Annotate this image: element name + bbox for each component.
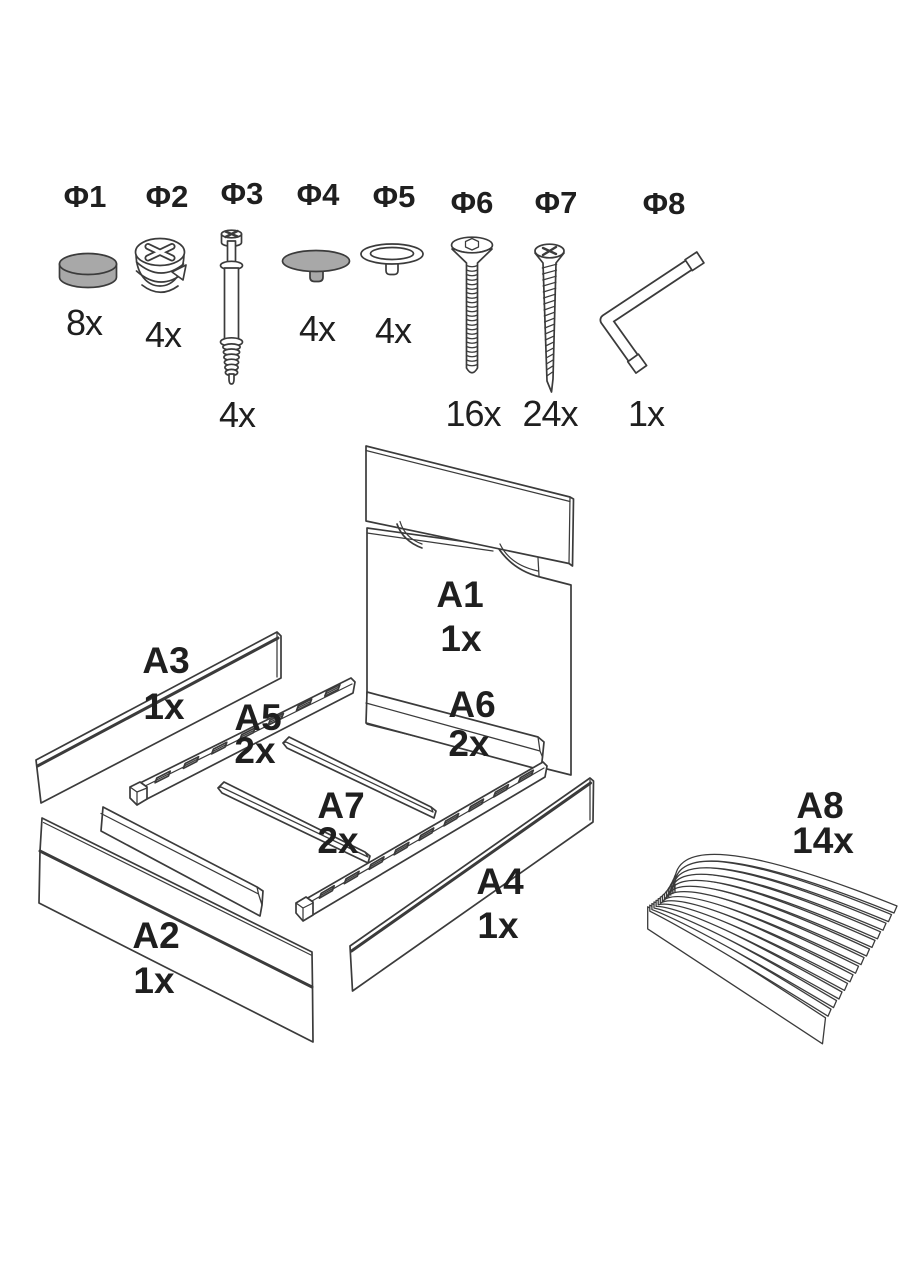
a5-label: A5 — [234, 697, 282, 738]
a1-qty: 1x — [440, 618, 482, 659]
hardware-item-phi4 — [283, 177, 350, 349]
a8-label: A8 — [796, 785, 844, 826]
cover-cap-gray-icon — [283, 251, 350, 282]
a7-qty: 2x — [317, 820, 359, 861]
phi2-label: Φ2 — [145, 179, 189, 214]
a4-qty: 1x — [477, 905, 519, 946]
a6-qty: 2x — [448, 723, 490, 764]
cam-lock-icon — [136, 239, 187, 293]
glide-pad-icon — [60, 254, 117, 288]
phi5-qty: 4x — [374, 310, 412, 351]
phi1-label: Φ1 — [63, 179, 107, 214]
part-a8-slat-stack — [648, 854, 897, 1043]
hardware-item-phi8 — [606, 186, 704, 434]
a2-label: A2 — [132, 915, 180, 956]
phi6-label: Φ6 — [450, 185, 494, 220]
phi8-qty: 1x — [627, 393, 665, 434]
a6-label: A6 — [448, 684, 496, 725]
hardware-item-phi7 — [522, 185, 578, 434]
a8-qty: 14x — [792, 820, 854, 861]
phi5-label: Φ5 — [372, 179, 416, 214]
a3-label: A3 — [142, 640, 190, 681]
hardware-item-phi5 — [361, 179, 423, 351]
a5-qty: 2x — [234, 730, 276, 771]
allen-key-icon — [606, 252, 704, 373]
phi6-qty: 16x — [445, 393, 501, 434]
phi3-label: Φ3 — [220, 176, 264, 211]
hardware-item-phi6 — [445, 185, 501, 434]
hardware-item-phi3 — [219, 176, 263, 435]
a4-label: A4 — [476, 861, 524, 902]
cover-cap-white-icon — [361, 244, 423, 275]
phi2-qty: 4x — [144, 314, 182, 355]
hardware-item-phi1 — [60, 179, 117, 343]
hardware-row — [60, 176, 704, 435]
hardware-item-phi2 — [136, 179, 189, 355]
phi4-qty: 4x — [298, 308, 336, 349]
parts-area — [36, 446, 897, 1044]
cam-bolt-thread — [223, 344, 240, 376]
phi3-qty: 4x — [218, 394, 256, 435]
wood-screw-icon — [535, 244, 564, 392]
a2-qty: 1x — [133, 960, 175, 1001]
phi7-qty: 24x — [522, 393, 578, 434]
a7-label: A7 — [317, 785, 365, 826]
phi7-label: Φ7 — [534, 185, 578, 220]
phi8-label: Φ8 — [642, 186, 686, 221]
phi1-qty: 8x — [65, 302, 103, 343]
cam-bolt-icon — [221, 230, 243, 384]
a1-label: A1 — [436, 574, 484, 615]
phi4-label: Φ4 — [296, 177, 340, 212]
flat-head-bolt-icon — [452, 237, 493, 373]
a3-qty: 1x — [143, 686, 185, 727]
